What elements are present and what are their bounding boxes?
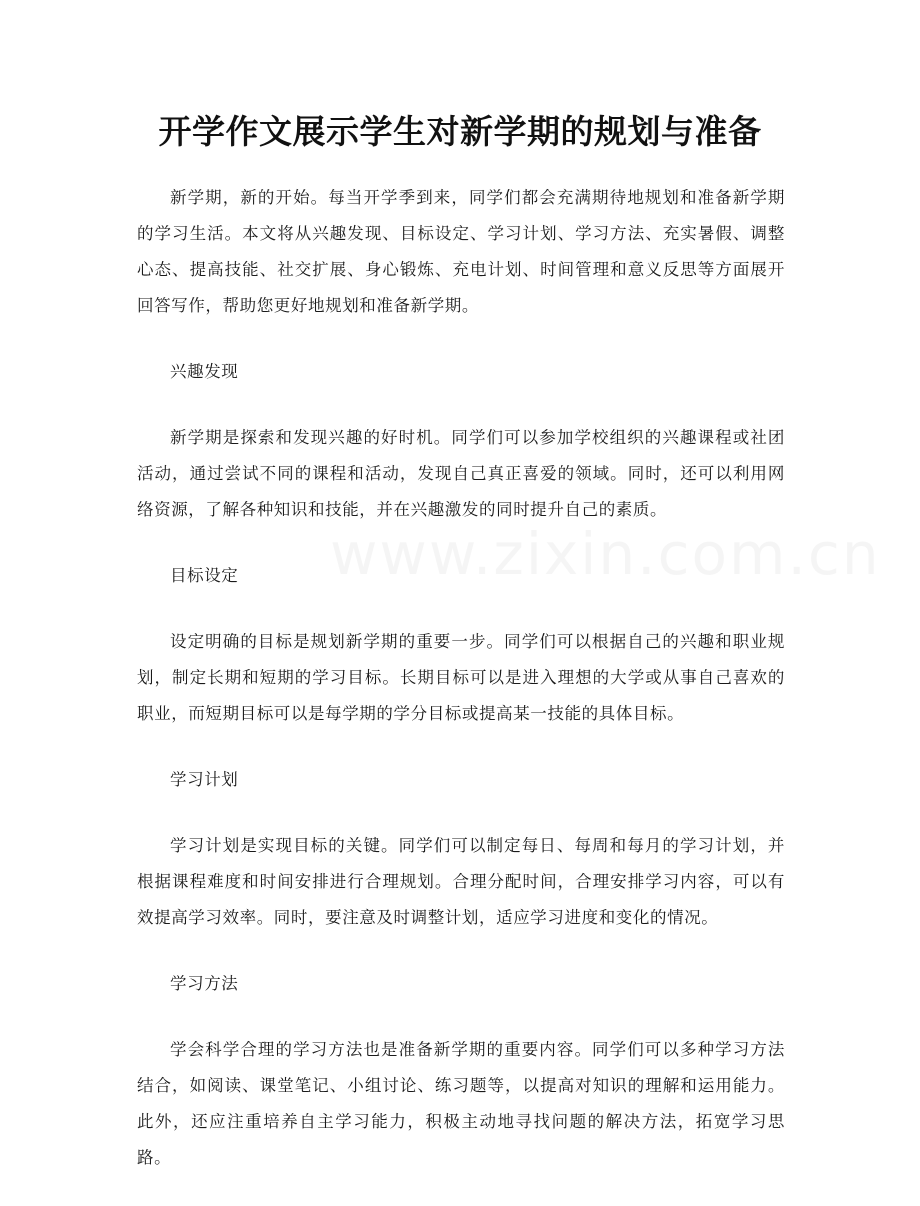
section-heading-methods: 学习方法	[170, 974, 239, 993]
section-heading-goals: 目标设定	[170, 566, 239, 585]
intro-paragraph: 新学期，新的开始。每当开学季到来，同学们都会充满期待地规划和准备新学期的学习生活。本文将从兴趣发现、目标设定、学习计划、学习方法、充实暑假、调整心态、提高技能、社交扩展、身心锻炼、充电计划、时间管理和意义反思等方面展开回答写作，帮助您更好地规划和准备新学期。	[137, 188, 785, 315]
section-body-interest: 新学期是探索和发现兴趣的好时机。同学们可以参加学校组织的兴趣课程或社团活动，通过尝试不同的课程和活动，发现自己真正喜爱的领域。同时，还可以利用网络资源，了解各种知识和技能，并在兴趣激发的同时提升自己的素质。	[137, 428, 785, 519]
section-body-methods: 学会科学合理的学习方法也是准备新学期的重要内容。同学们可以多种学习方法结合，如阅读、课堂笔记、小组讨论、练习题等，以提高对知识的理解和运用能力。此外，还应注重培养自主学习能力，积极主动地寻找问题的解决方法，拓宽学习思路。	[137, 1040, 785, 1167]
document-body	[137, 180, 785, 1206]
section-heading-plan: 学习计划	[170, 770, 239, 789]
page-title: 开学作文展示学生对新学期的规划与准备	[158, 112, 762, 151]
section-heading-interest: 兴趣发现	[170, 362, 239, 381]
section-body-plan: 学习计划是实现目标的关键。同学们可以制定每日、每周和每月的学习计划，并根据课程难度和时间安排进行合理规划。合理分配时间，合理安排学习内容，可以有效提高学习效率。同时，要注意及时调整计划，适应学习进度和变化的情况。	[137, 836, 785, 927]
section-body-goals: 设定明确的目标是规划新学期的重要一步。同学们可以根据自己的兴趣和职业规划，制定长期和短期的学习目标。长期目标可以是进入理想的大学或从事自己喜欢的职业，而短期目标可以是每学期的学分目标或提高某一技能的具体目标。	[137, 632, 785, 723]
watermark: www.zixin.com.cn	[330, 520, 881, 588]
